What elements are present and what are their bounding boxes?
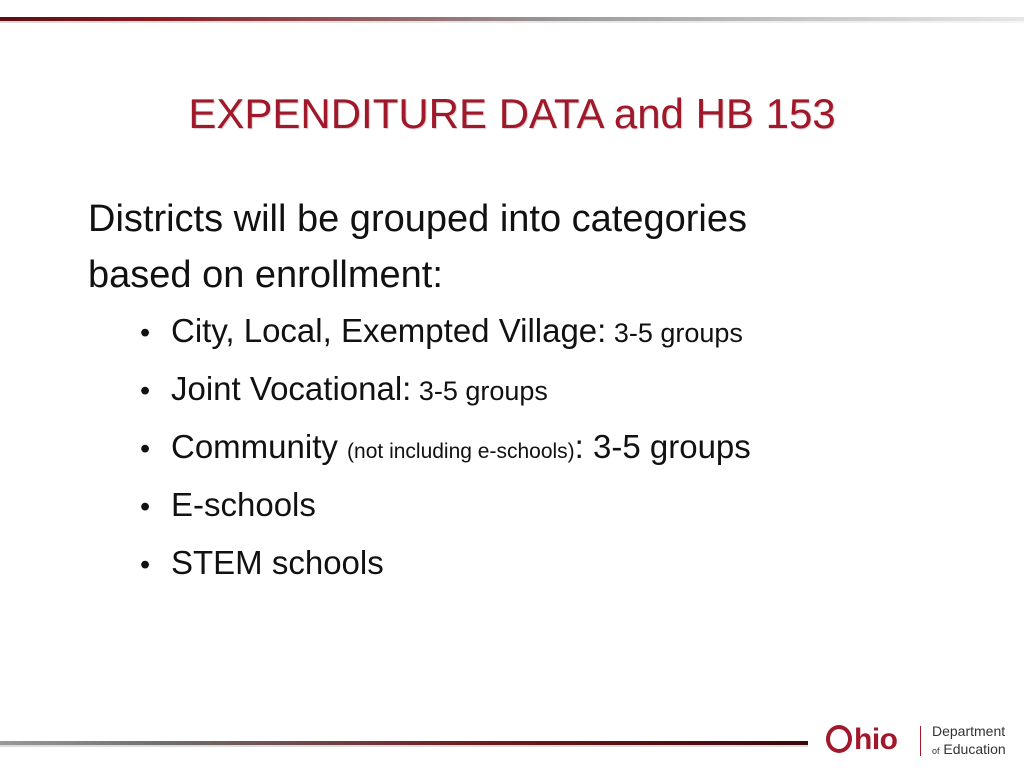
bullet-main-text: E-schools bbox=[171, 486, 316, 523]
bullet-main-text: Community bbox=[171, 428, 348, 465]
logo-divider bbox=[920, 726, 921, 756]
intro-text bbox=[88, 191, 948, 303]
intro-line-1: Districts will be grouped into categories bbox=[88, 198, 747, 240]
list-item bbox=[140, 476, 751, 534]
ohio-education-logo bbox=[826, 722, 1016, 762]
logo-education-line bbox=[932, 740, 1006, 760]
top-divider-shadow bbox=[0, 21, 1024, 23]
logo-wordmark: hio bbox=[854, 723, 898, 756]
bullet-icon: • bbox=[140, 375, 151, 407]
bullet-icon: • bbox=[140, 317, 151, 349]
bullet-icon: • bbox=[140, 491, 151, 523]
bullet-main-text: STEM schools bbox=[171, 544, 384, 581]
bullet-detail-text: : 3-5 groups bbox=[574, 428, 751, 465]
bullet-icon: • bbox=[140, 549, 151, 581]
logo-department-text: Department bbox=[932, 723, 1006, 739]
bullet-detail-text: 3-5 groups bbox=[411, 376, 548, 406]
logo-of-text: of bbox=[932, 746, 940, 756]
bottom-divider-shadow bbox=[0, 745, 808, 747]
bullet-detail-text: 3-5 groups bbox=[606, 318, 743, 348]
list-item bbox=[140, 418, 751, 476]
intro-line-2: based on enrollment: bbox=[88, 254, 443, 296]
slide-title: EXPENDITURE DATA and HB 153 bbox=[188, 90, 836, 137]
list-item bbox=[140, 360, 751, 418]
bullet-icon: • bbox=[140, 433, 151, 465]
list-item bbox=[140, 302, 751, 360]
category-list bbox=[140, 302, 751, 592]
ohio-o-icon bbox=[826, 725, 852, 753]
bullet-main-text: City, Local, Exempted Village: bbox=[171, 312, 607, 349]
bullet-main-text: Joint Vocational: bbox=[171, 370, 412, 407]
list-item bbox=[140, 534, 751, 592]
logo-education-text: Education bbox=[943, 741, 1006, 757]
bullet-note-text: (not including e-schools) bbox=[347, 440, 575, 463]
